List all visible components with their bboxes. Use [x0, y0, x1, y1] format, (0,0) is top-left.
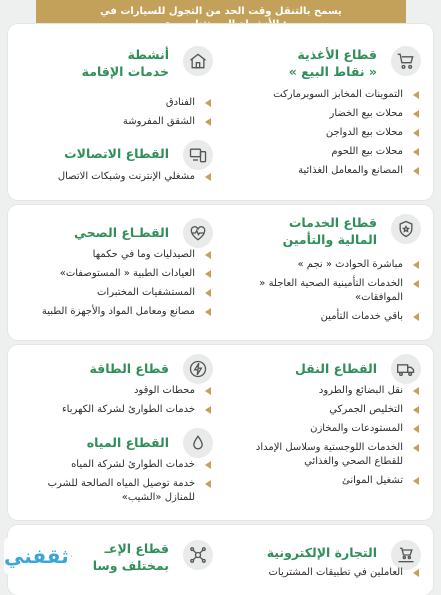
list-item: العيادات الطبية « المستوصفات» — [18, 267, 213, 281]
sector-water-title: القطاع المياه — [86, 435, 169, 450]
sector-finance-title-1: قطاع الخدمات — [288, 215, 377, 230]
sector-media-title-2: بمختلف وسا — [92, 558, 169, 573]
sector-accommodation-title-2: خدمات الإقامة — [81, 64, 169, 79]
sector-ecommerce-title: التجارة الإلكترونية — [266, 545, 377, 560]
sector-health — [18, 216, 213, 324]
sector-food-title-1: قطاع الأغذية — [297, 47, 377, 62]
list-item: الخدمات التأمينية الصحية العاجلة « الموافقات» — [226, 277, 421, 305]
list-item: محلات بيع اللحوم — [226, 145, 421, 159]
person-icon — [71, 547, 72, 565]
list-item: خدمات الطوارئ لشركة المياه — [18, 458, 213, 472]
list-item: تشغيل الموانئ — [226, 474, 421, 488]
sector-health-title: القطـاع الصحي — [74, 225, 169, 240]
banner-line-1: يسمح بالتنقل وقت الحد من التجول للسيارات في — [100, 6, 342, 17]
sector-water — [18, 426, 213, 510]
watermark-logo — [4, 536, 72, 576]
list-item: مباشرة الحوادث « نجم » — [226, 258, 421, 272]
sector-transport — [226, 352, 421, 493]
shield-star-icon — [391, 214, 421, 244]
heart-pulse-icon — [183, 218, 213, 248]
sector-energy-title: قطاع الطاقة — [89, 361, 169, 376]
list-item: التخليص الجمركي — [226, 403, 421, 417]
list-item: العاملين في تطبيقات المشتريات — [226, 566, 421, 580]
water-drop-icon — [183, 428, 213, 458]
list-item: مشغلي الإنترنت وشبكات الاتصال — [18, 170, 213, 184]
list-item: الصيدليات وما في حكمها — [18, 248, 213, 262]
sector-telecom — [18, 138, 213, 189]
list-item: الفنادق — [18, 96, 213, 110]
list-item: الخدمات اللوجستية وسلاسل الإمداد للقطاع الصحي والغذائي — [226, 441, 421, 469]
list-item: الشقق المفروشة — [18, 115, 213, 129]
devices-icon — [183, 140, 213, 170]
network-icon — [183, 540, 213, 570]
house-icon — [183, 46, 213, 76]
watermark-text: ثقفني — [4, 544, 69, 568]
list-item: التموينات المخابز السوبرماركت — [226, 88, 421, 102]
list-item: خدمات الطوارئ لشركة الكهرباء — [18, 403, 213, 417]
list-item: باقي خدمات التأمين — [226, 310, 421, 324]
sector-transport-title: القطاع النقل — [295, 361, 377, 376]
list-item: محلات بيع الخضار — [226, 107, 421, 121]
list-item: المستشفيات المختبرات — [18, 286, 213, 300]
sector-accommodation-title-1: أنشطة — [127, 47, 169, 62]
sector-ecommerce — [226, 538, 421, 585]
list-item: مصانع ومعامل المواد والأجهزة الطبية — [18, 305, 213, 319]
list-item: محطات الوقود — [18, 384, 213, 398]
list-item: المستودعات والمخازن — [226, 422, 421, 436]
sector-finance-title-2: المالية والتأمين — [282, 232, 377, 247]
sector-food-title-2: « نقاط البيع » — [288, 64, 377, 79]
sector-telecom-title: القطاع الاتصالات — [64, 146, 169, 161]
list-item: المصانع والمعامل الغذائية — [226, 164, 421, 178]
list-item: نقل البضائع والطرود — [226, 384, 421, 398]
list-item: محلات بيع الدواجن — [226, 126, 421, 140]
shopping-cart-icon — [391, 46, 421, 76]
lightning-icon — [183, 354, 213, 384]
sector-energy — [18, 352, 213, 422]
sector-accommodation — [18, 44, 213, 134]
sector-food — [226, 44, 421, 183]
truck-icon — [391, 354, 421, 384]
sector-finance — [226, 212, 421, 329]
list-item: خدمة توصيل المياه الصالحة للشرب للمنازل «الشيب» — [18, 477, 213, 505]
sector-media-title-1: قطاع الإعـ — [104, 541, 169, 556]
